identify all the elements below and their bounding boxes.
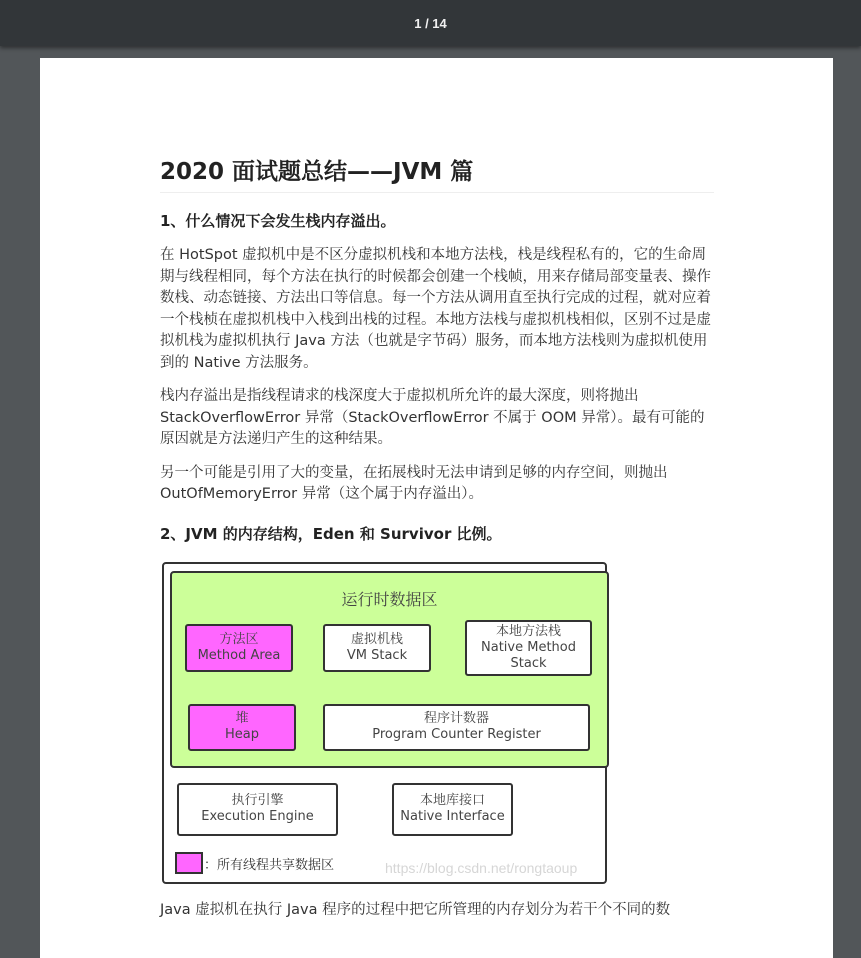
watermark: https://blog.csdn.net/rongtaoup xyxy=(385,859,578,876)
page-content xyxy=(160,154,714,921)
native-stack-en-1: Native Method xyxy=(481,639,576,655)
paragraph-out-of-memory: 另一个可能是引用了大的变量，在拓展栈时无法申请到足够的内存空间，则抛出 OutOfMemoryError 异常（这个属于内存溢出）。 xyxy=(160,464,668,502)
method-area-cn: 方法区 xyxy=(219,631,259,647)
page-indicator: 1 / 14 xyxy=(414,15,447,31)
pc-register-cn: 程序计数器 xyxy=(423,711,489,726)
exec-engine-en: Execution Engine xyxy=(201,809,314,824)
native-interface-en: Native Interface xyxy=(400,809,505,824)
heap-en: Heap xyxy=(225,727,259,742)
legend-text: ：所有线程共享数据区 xyxy=(204,857,335,873)
native-method-stack-box xyxy=(465,620,592,676)
program-counter-register-box xyxy=(323,704,590,751)
paragraph-stack-intro: 在 HotSpot 虚拟机中是不区分虚拟机栈和本地方法栈，栈是线程私有的，它的生命周期与线程相同，每个方法在执行的时候都会创建一个栈帧，用来存储局部变量表、操作数栈、动态链接、方法出口等信息。每一个方法从调用直至执行完成的过程，就对应着一个栈桢在虚拟机栈中入栈到出栈的过程。本地方法栈与虚拟机栈相似，区别不过是虚拟机栈为虚拟机执行 Java 方法（也就是字节码）服务，而本地方法栈则为虚拟机使用到的 Native 方法服务。 xyxy=(160,247,711,371)
jvm-memory-diagram xyxy=(160,560,610,884)
paragraph-jvm-memory: Java 虚拟机在执行 Java 程序的过程中把它所管理的内存划分为若干个不同的数 xyxy=(160,901,671,918)
heap-cn: 堆 xyxy=(235,711,249,726)
pdf-toolbar xyxy=(0,0,861,46)
native-stack-en-2: Stack xyxy=(510,655,547,671)
runtime-data-area xyxy=(170,571,609,768)
shared-area-legend-swatch xyxy=(175,852,203,874)
question-2-heading: 2、JVM 的内存结构，Eden 和 Survivor 比例。 xyxy=(160,524,502,543)
vm-stack-box xyxy=(323,624,431,672)
vm-stack-cn: 虚拟机栈 xyxy=(350,631,403,647)
runtime-data-area-title: 运行时数据区 xyxy=(341,589,438,609)
paragraph-stack-overflow: 栈内存溢出是指线程请求的栈深度大于虚拟机所允许的最大深度，则将抛出 StackOverflowError 异常（StackOverflowError 不属于 OOM 异常）。最有可能的原因就是方法递归产生的这种结果。 xyxy=(160,388,705,447)
jvm-outer-box xyxy=(162,562,607,884)
pc-register-en: Program Counter Register xyxy=(372,727,541,742)
native-stack-cn: 本地方法栈 xyxy=(495,623,561,639)
pdf-page xyxy=(40,58,833,958)
native-interface-cn: 本地库接口 xyxy=(419,793,485,808)
native-interface-box xyxy=(392,783,513,836)
question-1-heading: 1、什么情况下会发生栈内存溢出。 xyxy=(160,212,396,230)
vm-stack-en: VM Stack xyxy=(346,647,408,663)
document-title: 2020 面试题总结——JVM 篇 xyxy=(160,154,714,193)
heap-box xyxy=(188,704,296,751)
method-area-en: Method Area xyxy=(197,647,281,663)
method-area-box xyxy=(185,624,293,672)
exec-engine-cn: 执行引擎 xyxy=(231,793,284,808)
execution-engine-box xyxy=(177,783,338,836)
